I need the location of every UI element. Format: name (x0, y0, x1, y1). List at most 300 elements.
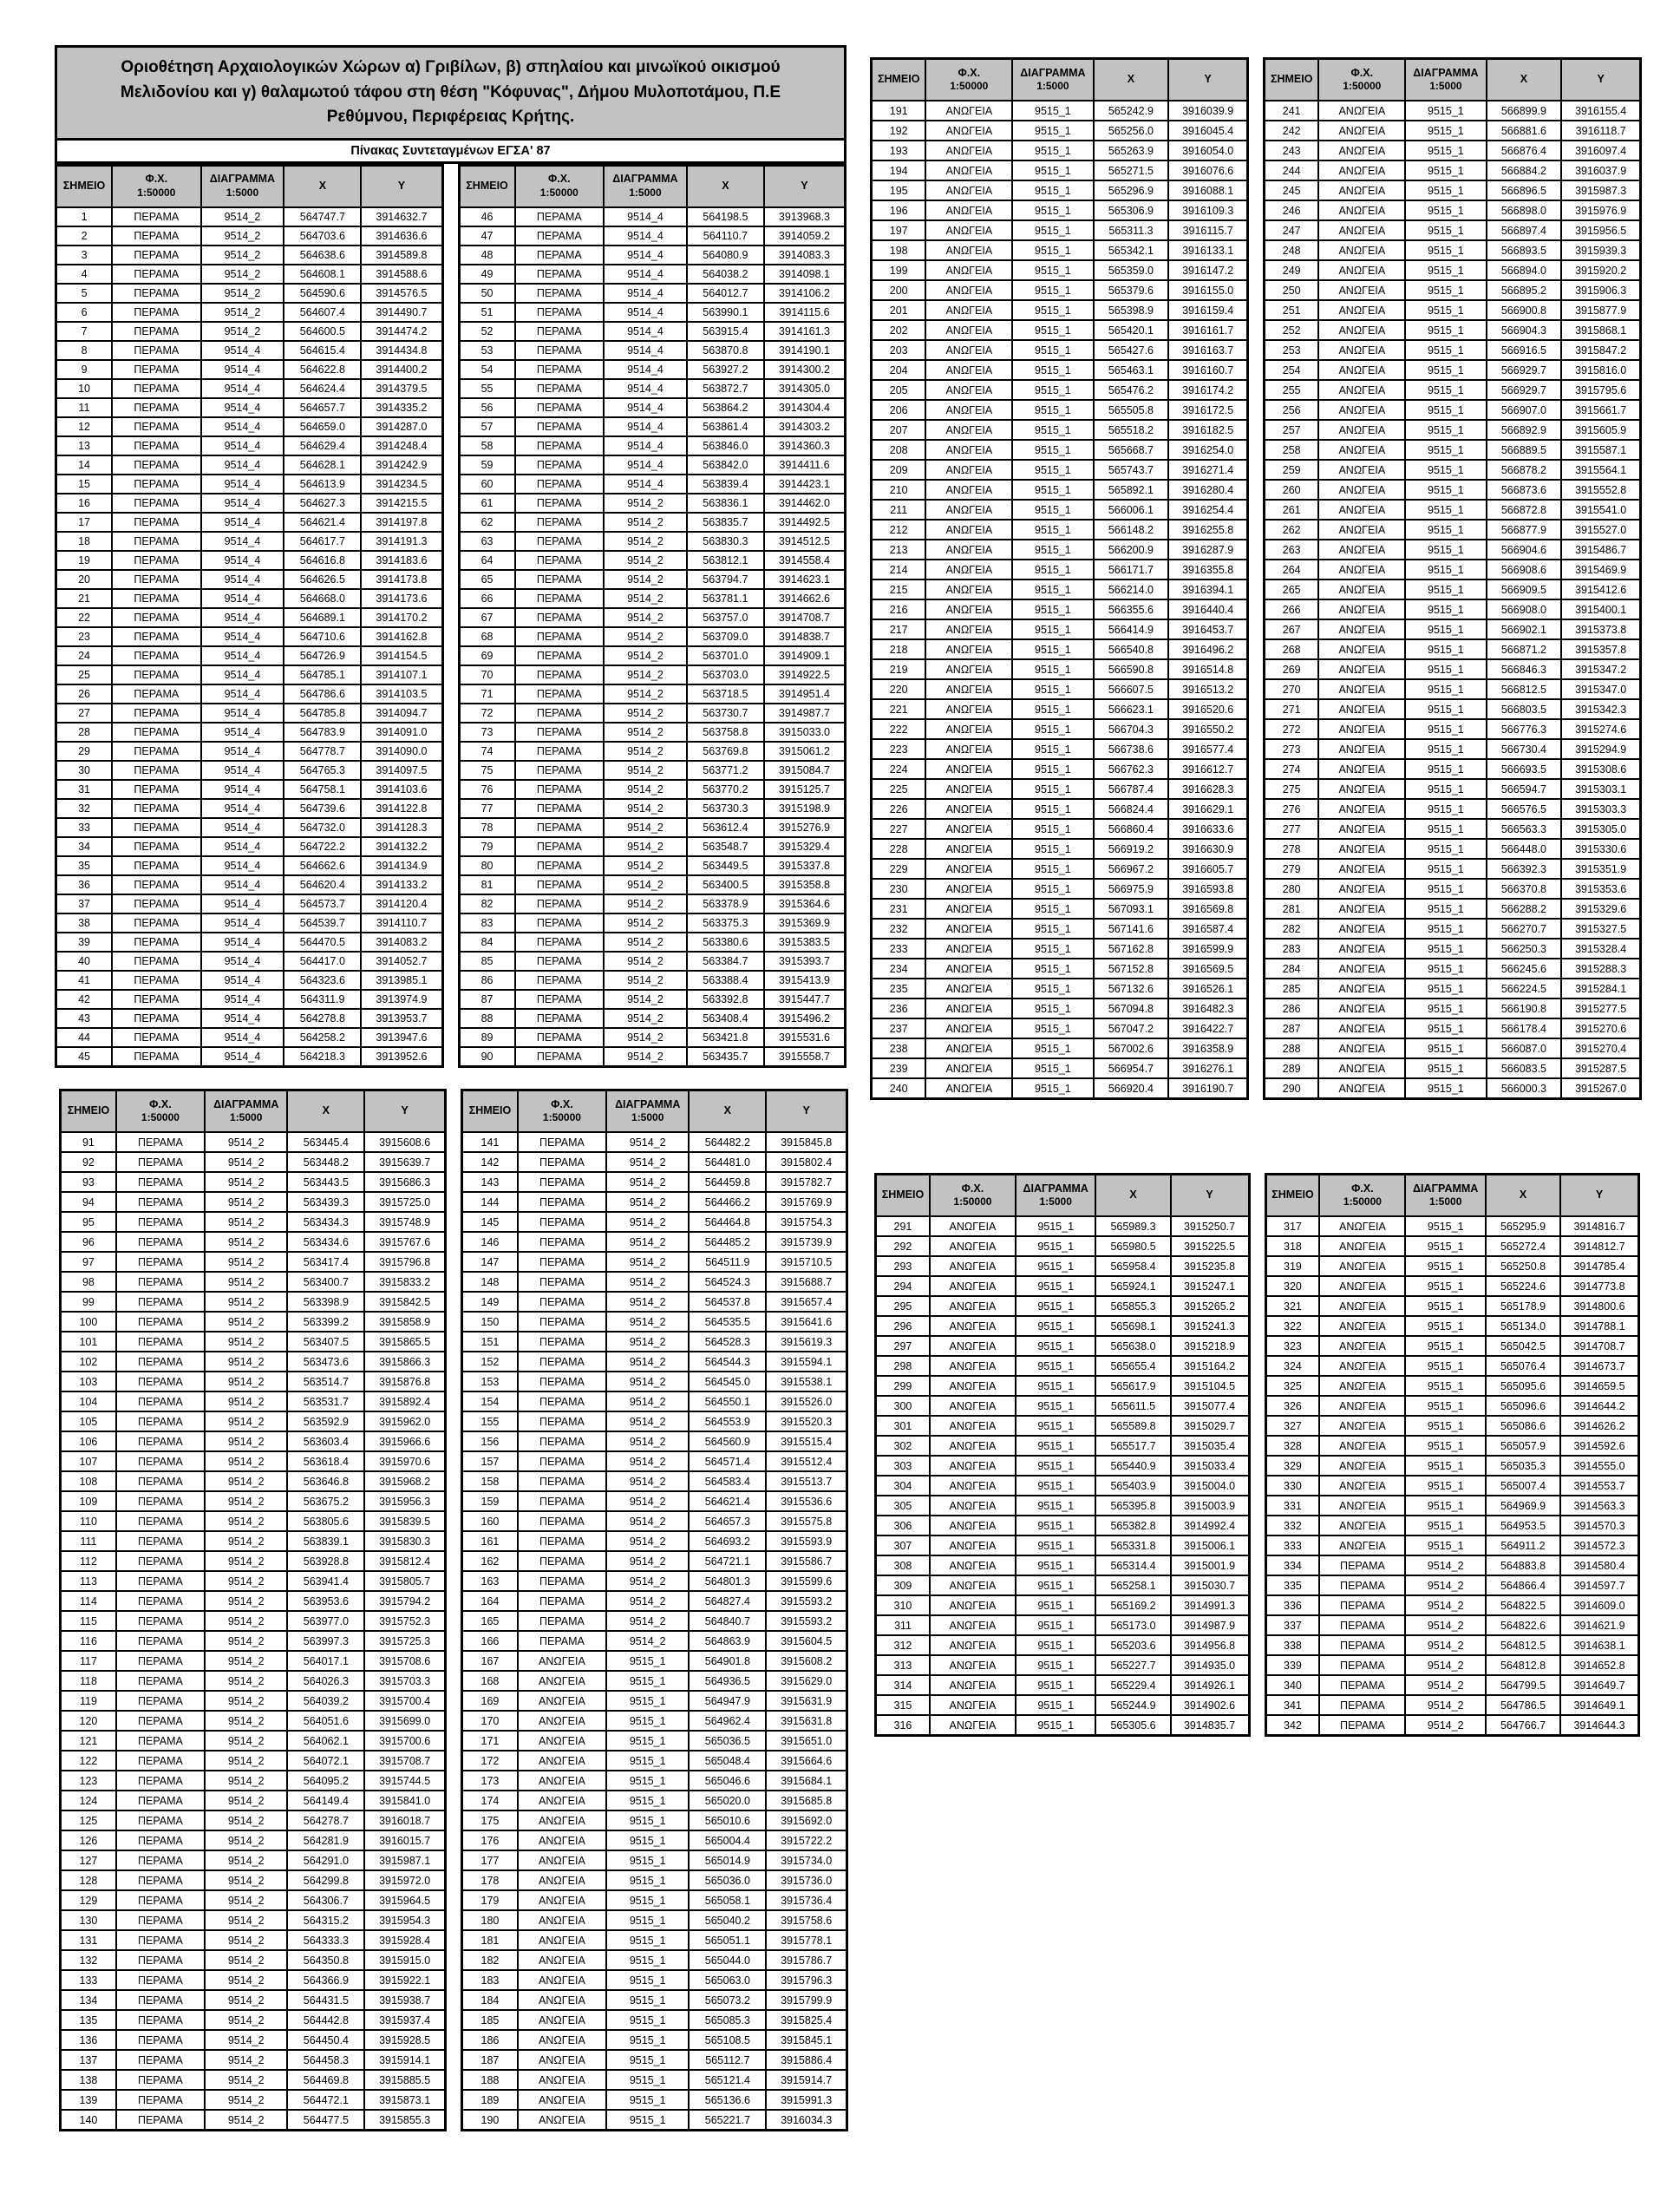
cell-y-coord: 3914411.6 (764, 455, 846, 475)
cell-y-coord: 3914785.4 (1560, 1256, 1638, 1276)
cell-diagram: 9514_4 (201, 665, 284, 684)
table-row (1265, 220, 1641, 240)
cell-map-sheet: ΑΝΩΓΕΙΑ (925, 300, 1012, 320)
cell-x-coord: 566889.5 (1487, 440, 1562, 460)
cell-map-sheet: ΠΕΡΑΜΑ (518, 1352, 606, 1372)
cell-diagram: 9514_2 (205, 1910, 287, 1930)
cell-diagram: 9515_1 (1405, 220, 1486, 240)
cell-x-coord: 563398.9 (287, 1292, 364, 1312)
cell-point: 183 (462, 1970, 518, 1990)
cell-map-sheet: ΠΕΡΑΜΑ (518, 1511, 606, 1531)
table-row (462, 1651, 847, 1671)
cell-diagram: 9515_1 (606, 1990, 689, 2010)
cell-y-coord: 3914197.8 (361, 513, 442, 532)
cell-map-sheet: ΠΕΡΑΜΑ (112, 570, 200, 589)
column-header: ΣΗΜΕΙΟ (56, 165, 113, 207)
cell-diagram: 9514_4 (201, 799, 284, 818)
cell-y-coord: 3915758.6 (766, 1910, 847, 1930)
table-row (56, 226, 443, 246)
cell-x-coord: 563400.5 (687, 875, 764, 894)
column-header: Y (1561, 59, 1640, 101)
cell-diagram: 9514_2 (606, 1511, 689, 1531)
cell-x-coord: 564315.2 (287, 1910, 364, 1930)
cell-map-sheet: ΠΕΡΑΜΑ (515, 455, 604, 475)
cell-y-coord: 3915744.5 (364, 1771, 445, 1791)
cell-diagram: 9514_4 (201, 646, 284, 665)
cell-x-coord: 566895.2 (1487, 280, 1562, 300)
cell-x-coord: 566607.5 (1094, 679, 1169, 699)
cell-point: 89 (459, 1028, 515, 1047)
cell-x-coord: 564026.3 (287, 1671, 364, 1691)
cell-diagram: 9514_2 (205, 1850, 287, 1870)
cell-y-coord: 3914788.1 (1560, 1316, 1638, 1336)
cell-map-sheet: ΠΕΡΑΜΑ (112, 398, 200, 417)
cell-map-sheet: ΑΝΩΓΕΙΑ (518, 1691, 606, 1711)
cell-map-sheet: ΑΝΩΓΕΙΑ (1318, 480, 1405, 500)
cell-map-sheet: ΑΝΩΓΕΙΑ (1318, 579, 1405, 599)
cell-diagram: 9514_2 (606, 1551, 689, 1571)
cell-map-sheet: ΑΝΩΓΕΙΑ (930, 1476, 1016, 1496)
cell-point: 120 (61, 1711, 116, 1731)
cell-y-coord: 3915619.3 (766, 1332, 847, 1352)
cell-point: 253 (1265, 340, 1319, 360)
header-row (876, 1175, 1250, 1217)
cell-y-coord: 3914922.5 (764, 665, 846, 684)
table-row (61, 1232, 446, 1252)
table-row (1265, 360, 1641, 380)
cell-point: 39 (56, 933, 113, 952)
cell-y-coord: 3915842.5 (364, 1292, 445, 1312)
cell-point: 202 (872, 320, 926, 340)
cell-y-coord: 3915802.4 (766, 1152, 847, 1172)
cell-map-sheet: ΠΕΡΑΜΑ (116, 2090, 205, 2110)
cell-diagram: 9514_4 (201, 875, 284, 894)
cell-y-coord: 3915496.2 (764, 1009, 846, 1028)
cell-y-coord: 3915845.1 (766, 2030, 847, 2050)
table-row (61, 1870, 446, 1890)
cell-diagram: 9515_1 (1405, 300, 1486, 320)
table-row (876, 1456, 1250, 1476)
cell-diagram: 9514_2 (205, 1591, 287, 1611)
cell-x-coord: 565121.4 (689, 2070, 766, 2090)
cell-y-coord: 3915987.3 (1561, 180, 1640, 200)
cell-point: 283 (1265, 939, 1319, 959)
cell-y-coord: 3915914.7 (766, 2070, 847, 2090)
cell-map-sheet: ΑΝΩΓΕΙΑ (925, 160, 1012, 180)
cell-x-coord: 565010.6 (689, 1810, 766, 1830)
cell-point: 74 (459, 742, 515, 761)
cell-diagram: 9515_1 (1405, 1018, 1486, 1038)
cell-point: 328 (1265, 1436, 1319, 1456)
cell-diagram: 9514_2 (201, 246, 284, 265)
cell-map-sheet: ΠΕΡΑΜΑ (518, 1571, 606, 1591)
table-row (61, 1491, 446, 1511)
cell-point: 138 (61, 2070, 116, 2090)
table-row (462, 2030, 847, 2050)
cell-x-coord: 566908.6 (1487, 560, 1562, 579)
cell-point: 191 (872, 101, 926, 121)
cell-y-coord: 3915966.6 (364, 1431, 445, 1451)
cell-point: 215 (872, 579, 926, 599)
cell-x-coord: 565112.7 (689, 2050, 766, 2070)
cell-x-coord: 566877.9 (1487, 520, 1562, 540)
cell-y-coord: 3914097.5 (361, 761, 442, 780)
cell-y-coord: 3915003.9 (1171, 1496, 1249, 1516)
cell-y-coord: 3915700.4 (364, 1691, 445, 1711)
cell-point: 91 (61, 1132, 116, 1152)
cell-y-coord: 3915225.5 (1171, 1236, 1249, 1256)
table-row (872, 101, 1248, 121)
cell-x-coord: 566148.2 (1094, 520, 1169, 540)
table-row (462, 1132, 847, 1152)
table-row (56, 475, 443, 494)
cell-diagram: 9514_2 (205, 2010, 287, 2030)
cell-map-sheet: ΠΕΡΑΜΑ (112, 646, 200, 665)
cell-point: 106 (61, 1431, 116, 1451)
cell-y-coord: 3915855.3 (364, 2110, 445, 2131)
cell-diagram: 9515_1 (1016, 1595, 1096, 1615)
cell-map-sheet: ΠΕΡΑΜΑ (112, 246, 200, 265)
cell-point: 122 (61, 1751, 116, 1771)
cell-x-coord: 563941.4 (287, 1571, 364, 1591)
cell-diagram: 9515_1 (1012, 639, 1093, 659)
cell-x-coord: 564477.5 (287, 2110, 364, 2131)
cell-point: 281 (1265, 899, 1319, 919)
cell-point: 16 (56, 494, 113, 513)
cell-map-sheet: ΠΕΡΑΜΑ (116, 1870, 205, 1890)
cell-point: 180 (462, 1910, 518, 1930)
cell-map-sheet: ΠΕΡΑΜΑ (116, 1332, 205, 1352)
cell-x-coord: 565395.8 (1095, 1496, 1170, 1516)
cell-map-sheet: ΑΝΩΓΕΙΑ (1318, 340, 1405, 360)
cell-diagram: 9514_4 (201, 417, 284, 436)
cell-y-coord: 3914492.5 (764, 513, 846, 532)
cell-x-coord: 563835.7 (687, 513, 764, 532)
cell-point: 269 (1265, 659, 1319, 679)
cell-y-coord: 3913953.7 (361, 1009, 442, 1028)
cell-y-coord: 3915393.7 (764, 952, 846, 971)
cell-map-sheet: ΑΝΩΓΕΙΑ (518, 1970, 606, 1990)
cell-map-sheet: ΠΕΡΑΜΑ (518, 1551, 606, 1571)
table-row (61, 2070, 446, 2090)
cell-diagram: 9515_1 (1405, 639, 1486, 659)
cell-y-coord: 3914083.2 (361, 933, 442, 952)
table-row (61, 2050, 446, 2070)
cell-point: 76 (459, 780, 515, 799)
cell-point: 161 (462, 1531, 518, 1551)
cell-map-sheet: ΑΝΩΓΕΙΑ (518, 1930, 606, 1950)
cell-point: 285 (1265, 979, 1319, 999)
cell-diagram: 9514_4 (201, 475, 284, 494)
cell-map-sheet: ΑΝΩΓΕΙΑ (925, 520, 1012, 540)
cell-x-coord: 564278.7 (287, 1810, 364, 1830)
cell-point: 85 (459, 952, 515, 971)
cell-diagram: 9515_1 (1405, 420, 1486, 440)
cell-point: 221 (872, 699, 926, 719)
coordinate-table (874, 1173, 1251, 1737)
cell-point: 118 (61, 1671, 116, 1691)
cell-x-coord: 565095.6 (1486, 1376, 1560, 1396)
cell-map-sheet: ΑΝΩΓΕΙΑ (1319, 1276, 1405, 1296)
cell-y-coord: 3914107.1 (361, 665, 442, 684)
cell-x-coord: 563473.6 (287, 1352, 364, 1372)
cell-y-coord: 3916569.8 (1168, 899, 1247, 919)
cell-y-coord: 3915274.6 (1561, 719, 1640, 739)
cell-y-coord: 3915661.7 (1561, 400, 1640, 420)
table-row (61, 1611, 446, 1631)
cell-y-coord: 3915928.4 (364, 1930, 445, 1950)
table-halves-container (874, 1173, 1640, 1737)
cell-diagram: 9514_2 (606, 1332, 689, 1352)
table-row (61, 1431, 446, 1451)
cell-map-sheet: ΑΝΩΓΕΙΑ (1318, 520, 1405, 540)
cell-x-coord: 565020.0 (689, 1791, 766, 1810)
cell-diagram: 9515_1 (1012, 699, 1093, 719)
cell-point: 25 (56, 665, 113, 684)
cell-x-coord: 564450.4 (287, 2030, 364, 2050)
cell-point: 144 (462, 1192, 518, 1212)
table-row (56, 933, 443, 952)
table-row (872, 999, 1248, 1018)
cell-map-sheet: ΠΕΡΑΜΑ (116, 2050, 205, 2070)
cell-diagram: 9514_2 (205, 2110, 287, 2131)
cell-point: 267 (1265, 619, 1319, 639)
table-row (1265, 959, 1641, 979)
cell-diagram: 9515_1 (1405, 979, 1486, 999)
cell-y-coord: 3915006.1 (1171, 1535, 1249, 1555)
cell-point: 331 (1265, 1496, 1319, 1516)
cell-x-coord: 563417.4 (287, 1252, 364, 1272)
table-row (1265, 1675, 1639, 1695)
cell-diagram: 9514_2 (606, 1571, 689, 1591)
cell-point: 219 (872, 659, 926, 679)
cell-point: 133 (61, 1970, 116, 1990)
table-row (1265, 1376, 1639, 1396)
cell-x-coord: 564038.2 (687, 265, 764, 284)
cell-x-coord: 564620.4 (284, 875, 361, 894)
cell-point: 129 (61, 1890, 116, 1910)
cell-point: 229 (872, 859, 926, 879)
cell-diagram: 9515_1 (1405, 1078, 1486, 1099)
cell-point: 317 (1265, 1216, 1319, 1236)
cell-map-sheet: ΑΝΩΓΕΙΑ (1319, 1236, 1405, 1256)
cell-x-coord: 564726.9 (284, 646, 361, 665)
cell-map-sheet: ΠΕΡΑΜΑ (515, 971, 604, 990)
cell-x-coord: 564785.1 (284, 665, 361, 684)
cell-map-sheet: ΠΕΡΑΜΑ (116, 1372, 205, 1391)
cell-x-coord: 565698.1 (1095, 1316, 1170, 1336)
cell-y-coord: 3914474.2 (361, 322, 442, 341)
cell-y-coord: 3915250.7 (1171, 1216, 1249, 1236)
cell-diagram: 9514_2 (1405, 1675, 1486, 1695)
cell-point: 53 (459, 341, 515, 360)
cell-diagram: 9514_2 (606, 1531, 689, 1551)
cell-point: 98 (61, 1272, 116, 1292)
cell-map-sheet: ΠΕΡΑΜΑ (1319, 1555, 1405, 1575)
cell-y-coord: 3915198.9 (764, 799, 846, 818)
cell-x-coord: 563375.3 (687, 913, 764, 933)
cell-point: 48 (459, 246, 515, 265)
cell-map-sheet: ΑΝΩΓΕΙΑ (925, 320, 1012, 340)
cell-y-coord: 3916097.4 (1561, 141, 1640, 160)
cell-x-coord: 564299.8 (287, 1870, 364, 1890)
cell-point: 255 (1265, 380, 1319, 400)
cell-diagram: 9515_1 (1012, 540, 1093, 560)
cell-x-coord: 566896.5 (1487, 180, 1562, 200)
cell-y-coord: 3915692.0 (766, 1810, 847, 1830)
cell-y-coord: 3915873.1 (364, 2090, 445, 2110)
cell-x-coord: 565256.0 (1094, 121, 1169, 141)
cell-map-sheet: ΠΕΡΑΜΑ (1319, 1615, 1405, 1635)
cell-map-sheet: ΑΝΩΓΕΙΑ (518, 2030, 606, 2050)
cell-x-coord: 566370.8 (1487, 879, 1562, 899)
cell-y-coord: 3916394.1 (1168, 579, 1247, 599)
cell-y-coord: 3915964.5 (364, 1890, 445, 1910)
cell-diagram: 9514_2 (205, 1870, 287, 1890)
cell-x-coord: 565295.9 (1486, 1216, 1560, 1236)
cell-y-coord: 3916076.6 (1168, 160, 1247, 180)
cell-diagram: 9514_2 (205, 1332, 287, 1352)
cell-x-coord: 565342.1 (1094, 240, 1169, 260)
table-row (1265, 260, 1641, 280)
cell-y-coord: 3914816.7 (1560, 1216, 1638, 1236)
cell-diagram: 9514_2 (201, 322, 284, 341)
cell-map-sheet: ΠΕΡΑΜΑ (112, 799, 200, 818)
cell-x-coord: 563730.7 (687, 704, 764, 723)
cell-point: 14 (56, 455, 113, 475)
cell-point: 208 (872, 440, 926, 460)
cell-y-coord: 3913952.6 (361, 1047, 442, 1067)
cell-map-sheet: ΑΝΩΓΕΙΑ (1318, 280, 1405, 300)
cell-point: 57 (459, 417, 515, 436)
cell-y-coord: 3914128.3 (361, 818, 442, 837)
cell-x-coord: 564469.8 (287, 2070, 364, 2090)
cell-map-sheet: ΠΕΡΑΜΑ (518, 1152, 606, 1172)
cell-map-sheet: ΑΝΩΓΕΙΑ (1318, 380, 1405, 400)
table-row (56, 360, 443, 379)
cell-point: 125 (61, 1810, 116, 1830)
cell-diagram: 9514_2 (205, 1970, 287, 1990)
cell-diagram: 9514_2 (1405, 1575, 1486, 1595)
table-row (1265, 1336, 1639, 1356)
cell-diagram: 9515_1 (1405, 739, 1486, 759)
cell-y-coord: 3914091.0 (361, 723, 442, 742)
cell-point: 323 (1265, 1336, 1319, 1356)
cell-map-sheet: ΠΕΡΑΜΑ (112, 341, 200, 360)
cell-y-coord: 3915531.6 (764, 1028, 846, 1047)
cell-y-coord: 3916133.1 (1168, 240, 1247, 260)
cell-map-sheet: ΠΕΡΑΜΑ (515, 284, 604, 303)
cell-x-coord: 566975.9 (1094, 879, 1169, 899)
cell-point: 296 (876, 1316, 930, 1336)
table-row (61, 1132, 446, 1152)
cell-map-sheet: ΠΕΡΑΜΑ (518, 1451, 606, 1471)
table-row (1265, 699, 1641, 719)
cell-point: 123 (61, 1771, 116, 1791)
cell-x-coord: 566929.7 (1487, 360, 1562, 380)
cell-map-sheet: ΑΝΩΓΕΙΑ (1318, 679, 1405, 699)
cell-map-sheet: ΑΝΩΓΕΙΑ (1318, 699, 1405, 719)
cell-map-sheet: ΠΕΡΑΜΑ (112, 990, 200, 1009)
cell-x-coord: 565655.4 (1095, 1356, 1170, 1376)
cell-y-coord: 3915305.0 (1561, 819, 1640, 839)
cell-point: 81 (459, 875, 515, 894)
table-row (1265, 340, 1641, 360)
cell-map-sheet: ΠΕΡΑΜΑ (518, 1611, 606, 1631)
cell-point: 24 (56, 646, 113, 665)
cell-x-coord: 564012.7 (687, 284, 764, 303)
cell-map-sheet: ΑΝΩΓΕΙΑ (925, 919, 1012, 939)
cell-map-sheet: ΠΕΡΑΜΑ (112, 360, 200, 379)
cell-y-coord: 3915688.7 (766, 1272, 847, 1292)
cell-point: 231 (872, 899, 926, 919)
cell-y-coord: 3914800.6 (1560, 1296, 1638, 1316)
cell-diagram: 9514_2 (606, 1252, 689, 1272)
cell-x-coord: 564629.4 (284, 436, 361, 455)
cell-y-coord: 3913974.9 (361, 990, 442, 1009)
cell-y-coord: 3914649.1 (1560, 1695, 1638, 1715)
cell-diagram: 9514_2 (604, 761, 687, 780)
cell-point: 340 (1265, 1675, 1319, 1695)
cell-point: 199 (872, 260, 926, 280)
table-row (1265, 619, 1641, 639)
cell-y-coord: 3915914.1 (364, 2050, 445, 2070)
cell-diagram: 9514_2 (606, 1192, 689, 1212)
cell-point: 178 (462, 1870, 518, 1890)
table-row (61, 1571, 446, 1591)
cell-y-coord: 3915629.0 (766, 1671, 847, 1691)
cell-map-sheet: ΑΝΩΓΕΙΑ (1318, 959, 1405, 979)
cell-y-coord: 3914190.1 (764, 341, 846, 360)
table-row (1265, 1476, 1639, 1496)
cell-y-coord: 3914303.2 (764, 417, 846, 436)
cell-point: 15 (56, 475, 113, 494)
cell-x-coord: 564573.7 (284, 894, 361, 913)
cell-point: 154 (462, 1391, 518, 1411)
cell-point: 210 (872, 480, 926, 500)
cell-y-coord: 3915786.7 (766, 1950, 847, 1970)
cell-y-coord: 3915412.6 (1561, 579, 1640, 599)
cell-x-coord: 566909.5 (1487, 579, 1562, 599)
cell-x-coord: 564560.9 (689, 1431, 766, 1451)
table-row (462, 1491, 847, 1511)
cell-map-sheet: ΑΝΩΓΕΙΑ (1318, 540, 1405, 560)
cell-map-sheet: ΠΕΡΑΜΑ (116, 1391, 205, 1411)
cell-y-coord: 3915125.7 (764, 780, 846, 799)
cell-map-sheet: ΑΝΩΓΕΙΑ (925, 280, 1012, 300)
table-row (872, 819, 1248, 839)
table-row (1265, 859, 1641, 879)
cell-x-coord: 565668.7 (1094, 440, 1169, 460)
cell-map-sheet: ΑΝΩΓΕΙΑ (930, 1456, 1016, 1476)
cell-point: 246 (1265, 200, 1319, 220)
cell-x-coord: 565518.2 (1094, 420, 1169, 440)
cell-diagram: 9515_1 (1405, 460, 1486, 480)
cell-diagram: 9514_4 (201, 436, 284, 455)
cell-point: 13 (56, 436, 113, 455)
table-row (872, 779, 1248, 799)
cell-map-sheet: ΑΝΩΓΕΙΑ (1319, 1336, 1405, 1356)
cell-map-sheet: ΑΝΩΓΕΙΑ (518, 1810, 606, 1830)
table-row (459, 665, 846, 684)
cell-x-coord: 565035.3 (1486, 1456, 1560, 1476)
cell-map-sheet: ΠΕΡΑΜΑ (515, 1047, 604, 1067)
table-row (56, 913, 443, 933)
cell-point: 78 (459, 818, 515, 837)
cell-diagram: 9514_4 (604, 417, 687, 436)
cell-y-coord: 3914638.1 (1560, 1635, 1638, 1655)
cell-y-coord: 3914083.3 (764, 246, 846, 265)
